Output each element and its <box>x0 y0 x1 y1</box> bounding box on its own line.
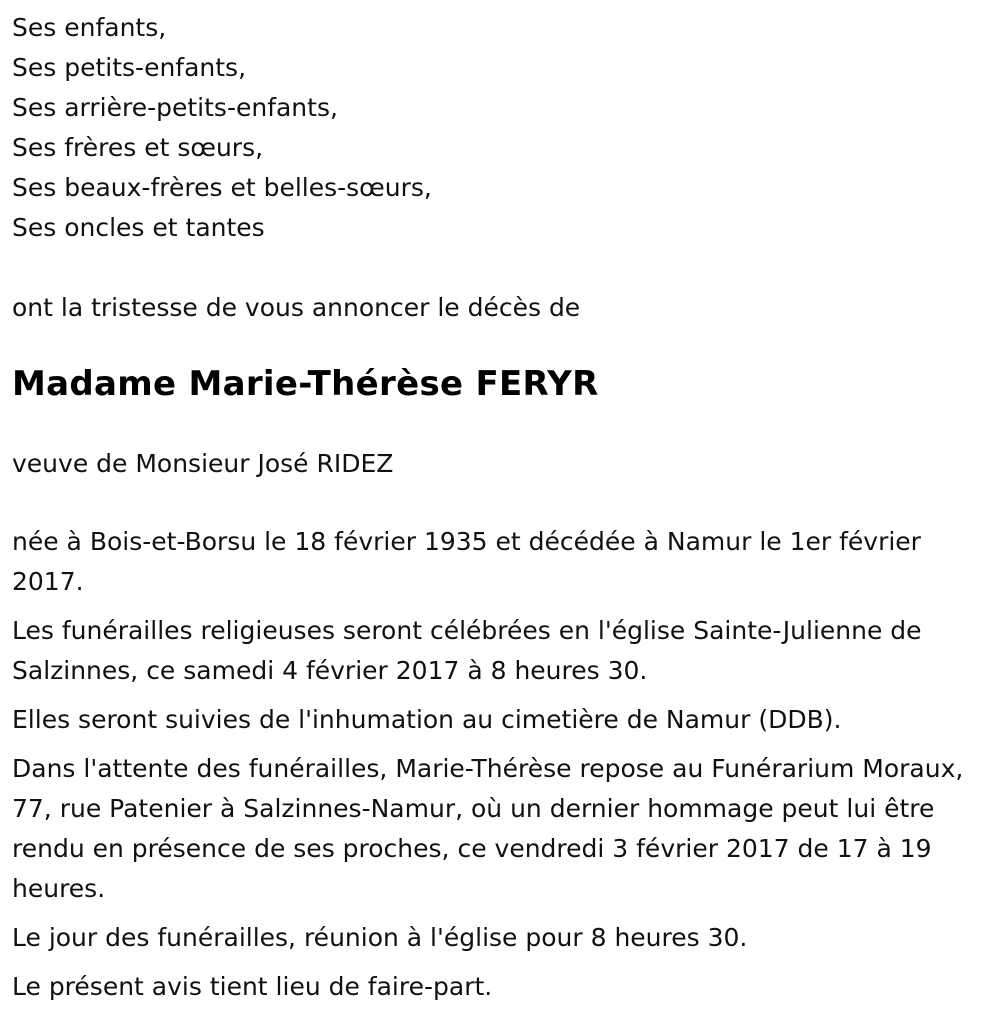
funeral-service-paragraph: Les funérailles religieuses seront célébrées en l'église Sainte-Julienne de Salzinnes, ce samedi 4 février 2017 à 8 heures 30. <box>12 616 922 685</box>
announcement-intro: ont la tristesse de vous annoncer le décès de <box>12 293 581 322</box>
deceased-name: Madame Marie-Thérèse FERYR <box>12 364 599 404</box>
family-line-grandchildren: Ses petits-enfants, <box>12 53 247 82</box>
burial-paragraph: Elles seront suivies de l'inhumation au cimetière de Namur (DDB). <box>12 705 842 734</box>
widow-of-line: veuve de Monsieur José RIDEZ <box>12 449 394 478</box>
notice-paragraph: Le présent avis tient lieu de faire-part. <box>12 972 493 1001</box>
family-line-in-laws: Ses beaux-frères et belles-sœurs, <box>12 173 432 202</box>
family-line-uncles-aunts: Ses oncles et tantes <box>12 213 265 242</box>
family-list <box>12 8 988 248</box>
visitation-paragraph: Dans l'attente des funérailles, Marie-Thérèse repose au Funérarium Moraux, 77, rue Patenier à Salzinnes-Namur, où un dernier hommage peut lui être rendu en présence de ses proches, ce vendredi 3 février 2017 de 17 à 19 heures. <box>12 754 964 903</box>
meeting-paragraph: Le jour des funérailles, réunion à l'église pour 8 heures 30. <box>12 923 748 952</box>
birth-death-paragraph: née à Bois-et-Borsu le 18 février 1935 et décédée à Namur le 1er février 2017. <box>12 527 921 596</box>
family-line-children: Ses enfants, <box>12 13 167 42</box>
family-line-great-grandchildren: Ses arrière-petits-enfants, <box>12 93 338 122</box>
family-line-siblings: Ses frères et sœurs, <box>12 133 264 162</box>
